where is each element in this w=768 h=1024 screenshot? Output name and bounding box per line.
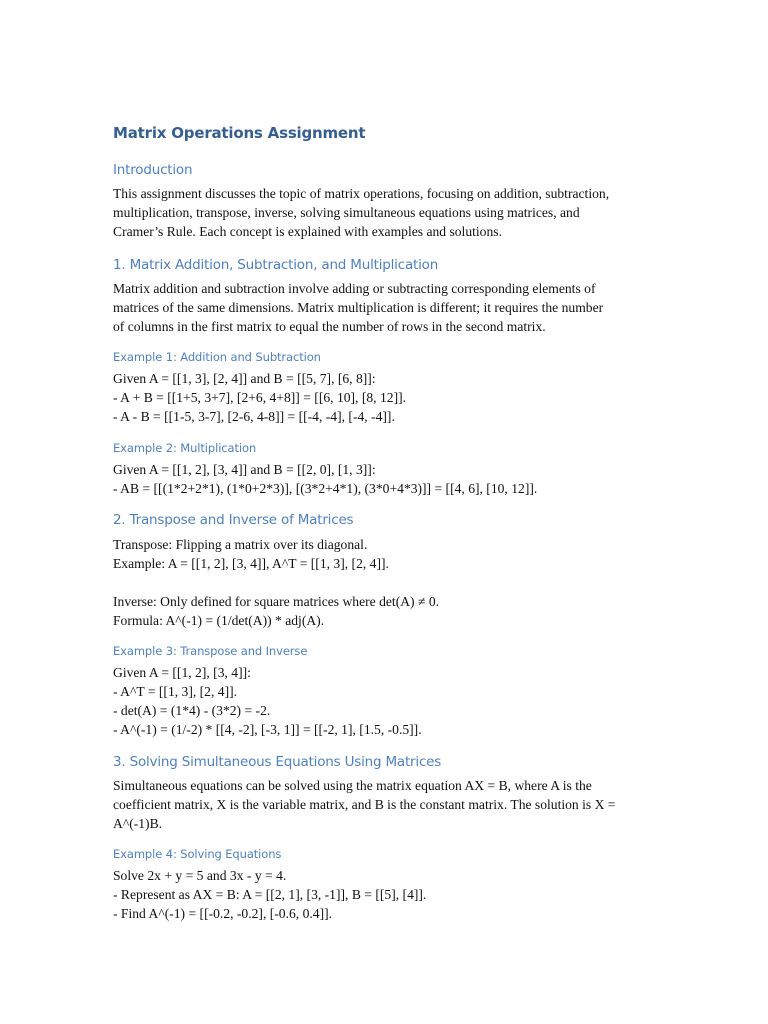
example2-body [113,460,658,498]
text-line: multiplication, transpose, inverse, solving simultaneous equations using matrices, and [113,205,580,220]
inverse-paragraph [113,592,658,630]
example2-heading: Example 2: Multiplication [113,441,257,455]
introduction-heading: Introduction [113,162,193,178]
example1-heading: Example 1: Addition and Subtraction [113,350,321,364]
text-line: Simultaneous equations can be solved using the matrix equation AX = B, where A is the [113,778,592,793]
section3-heading: 3. Solving Simultaneous Equations Using Matrices [113,754,442,770]
example1-body [113,369,658,426]
text-line: coefficient matrix, X is the variable matrix, and B is the constant matrix. The solution is X = [113,797,616,812]
text-line: - A^T = [[1, 3], [2, 4]]. [113,684,238,699]
text-line: Given A = [[1, 2], [3, 4]] and B = [[2, 0], [1, 3]]: [113,462,376,477]
example4-body [113,866,658,923]
section1-paragraph [113,279,658,336]
text-line: Formula: A^(-1) = (1/det(A)) * adj(A). [113,613,325,628]
text-line: of columns in the first matrix to equal the number of rows in the second matrix. [113,319,546,334]
text-line: Cramer’s Rule. Each concept is explained with examples and solutions. [113,224,502,239]
text-line: - A + B = [[1+5, 3+7], [2+6, 4+8]] = [[6, 10], [8, 12]]. [113,390,407,405]
text-line: Example: A = [[1, 2], [3, 4]], A^T = [[1, 3], [2, 4]]. [113,556,389,571]
text-line: - A^(-1) = (1/-2) * [[4, -2], [-3, 1]] = [[-2, 1], [1.5, -0.5]]. [113,722,422,737]
text-line: This assignment discusses the topic of matrix operations, focusing on addition, subtraction, [113,186,610,201]
text-line: Given A = [[1, 2], [3, 4]]: [113,665,251,680]
text-line: - A - B = [[1-5, 3-7], [2-6, 4-8]] = [[-4, -4], [-4, -4]]. [113,409,395,424]
section1-heading: 1. Matrix Addition, Subtraction, and Multiplication [113,257,439,273]
document-title: Matrix Operations Assignment [113,124,366,142]
text-line: Inverse: Only defined for square matrices where det(A) ≠ 0. [113,594,440,609]
text-line: - AB = [[(1*2+2*1), (1*0+2*3)], [(3*2+4*1), (3*0+4*3)]] = [[4, 6], [10, 12]]. [113,481,538,496]
section3-paragraph [113,776,658,833]
text-line: Given A = [[1, 3], [2, 4]] and B = [[5, 7], [6, 8]]: [113,371,376,386]
text-line: Solve 2x + y = 5 and 3x - y = 4. [113,868,287,883]
text-line: matrices of the same dimensions. Matrix multiplication is different; it requires the number [113,300,604,315]
text-line: Matrix addition and subtraction involve adding or subtracting corresponding elements of [113,281,596,296]
example3-body [113,663,658,739]
example3-heading: Example 3: Transpose and Inverse [113,644,308,658]
introduction-paragraph [113,184,658,241]
transpose-paragraph [113,535,658,573]
text-line: - Find A^(-1) = [[-0.2, -0.2], [-0.6, 0.4]]. [113,906,333,921]
text-line: - Represent as AX = B: A = [[2, 1], [3, -1]], B = [[5], [4]]. [113,887,427,902]
text-line: Transpose: Flipping a matrix over its diagonal. [113,537,368,552]
example4-heading: Example 4: Solving Equations [113,847,282,861]
section2-heading: 2. Transpose and Inverse of Matrices [113,512,354,528]
text-line: A^(-1)B. [113,816,163,831]
text-line: - det(A) = (1*4) - (3*2) = -2. [113,703,271,718]
